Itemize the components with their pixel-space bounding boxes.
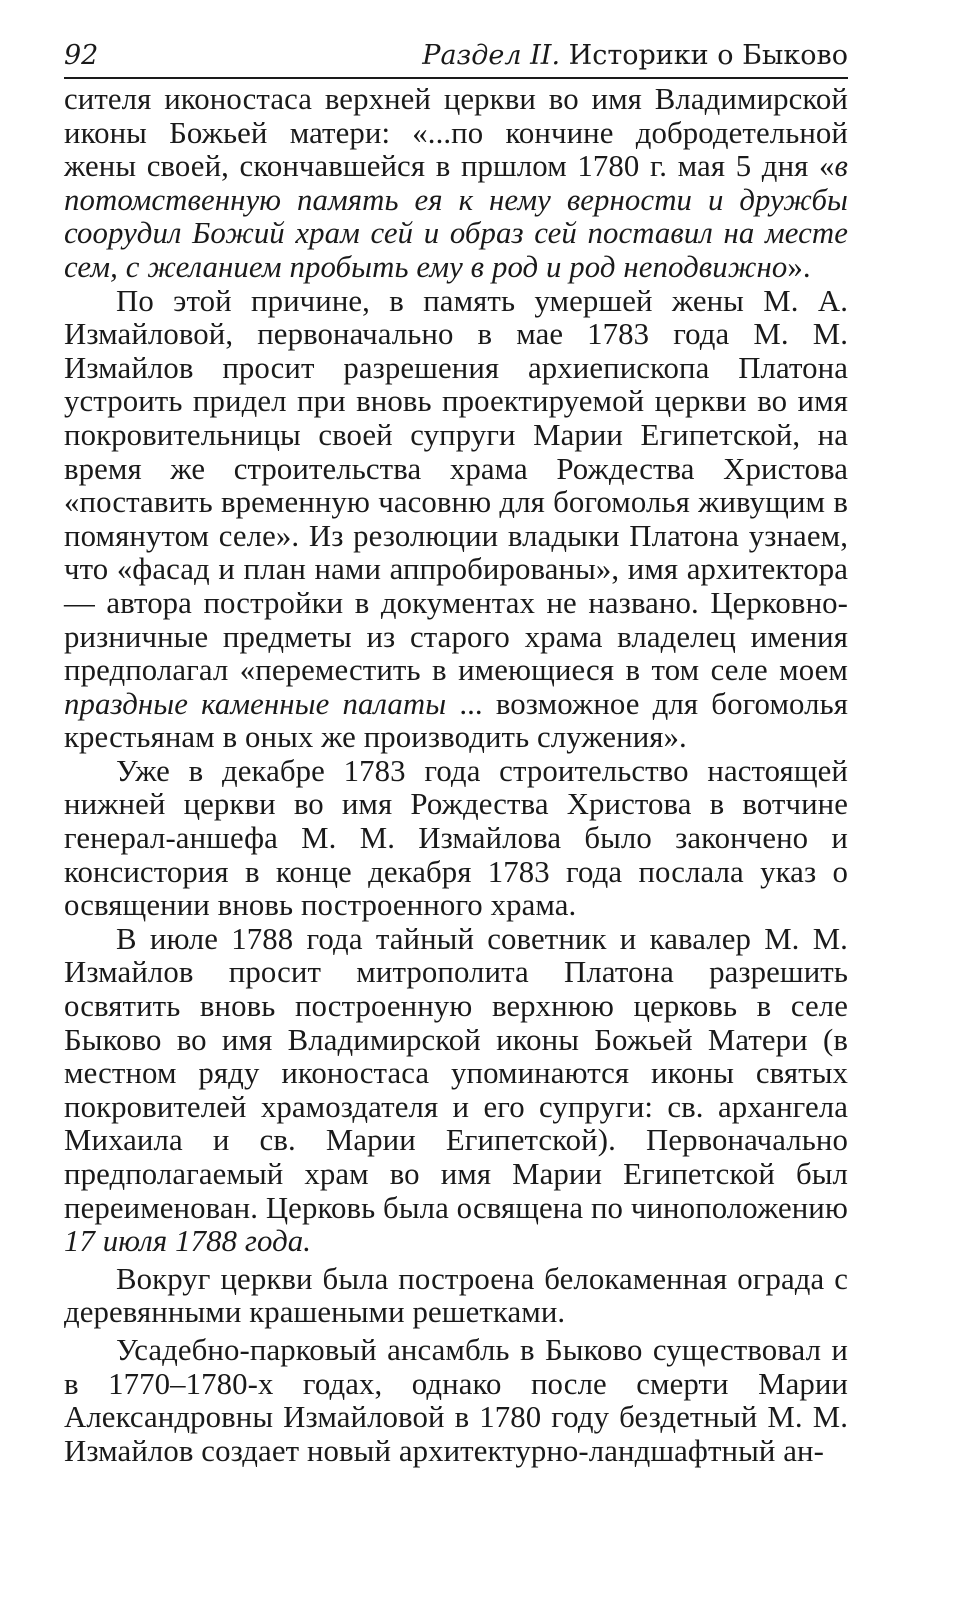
paragraph-6: Усадебно-парковый ансамбль в Быково существовал и в 1770–1780-х годах, однако после смерти Марии Александровны Измайловой в 1780 году бездетный М. М. Измайлов создает новый архитектурно-ландшафтный ан-: [64, 1332, 848, 1468]
paragraph-4: [64, 923, 848, 1259]
section-label: Раздел II.: [422, 40, 561, 71]
section-title: [422, 40, 848, 71]
paragraph-2-end: ... возможное для богомолья крестьянам в оных же производить служения».: [64, 686, 849, 755]
paragraph-1-text: сителя иконостаса верхней церкви во имя Владимирской иконы Божьей матери: «...по кончине добродетельной жены своей, скончавшейся в пршлом 1780 г. мая 5 дня «: [64, 82, 848, 184]
page-number: 92: [64, 40, 99, 71]
paragraph-4-date: 17 июля 1788 года.: [64, 1224, 312, 1259]
section-name: Историки о Быково: [560, 40, 848, 71]
paragraph-2-emphasis: праздные каменные палаты: [64, 686, 447, 721]
body-text: [64, 83, 848, 1468]
paragraph-2-text: По этой причине, в память умершей жены М. А. Измайловой, первоначально в мае 1783 года М. М. Измайлов просит разрешения архиепископа Платона устроить придел при вновь проектируемой церкви во имя покровительницы своей супруги Марии Египетской, на время же строительства храма Рождества Христова «поставить временную часовню для богомолья живущим в помянутом селе». Из резолюции владыки Платона узнаем, что «фасад и план нами аппробированы», имя архитектора — автора постройки в документах не названо. Церковно-ризничные предметы из старого храма владелец имения предполагал «переместить в имеющиеся в том селе моем: [64, 283, 848, 688]
paragraph-1-end: ».: [787, 249, 811, 284]
running-header: [64, 40, 848, 79]
book-page: [64, 40, 848, 1468]
paragraph-1-quote: в потомственную память ея к нему верности и дружбы соорудил Божий храм сей и образ сей поставил на месте сем, с желанием пробыть ему в род и род неподвижно: [64, 149, 848, 284]
paragraph-1: [64, 83, 848, 285]
paragraph-5: Вокруг церкви была построена белокаменная ограда с деревянными крашеными решетками.: [64, 1261, 848, 1330]
paragraph-4-text: В июле 1788 года тайный советник и кавалер М. М. Измайлов просит митрополита Платона разрешить освятить вновь построенную верхнюю церковь в селе Быково во имя Владимирской иконы Божьей Матери (в местном ряду иконостаса упоминаются иконы святых покровителей храмоздателя и его супруги: св. архангела Михаила и св. Марии Египетской). Первоначально предполагаемый храм во имя Марии Египетской был переименован. Церковь была освящена по чиноположению: [64, 921, 848, 1225]
paragraph-3: Уже в декабре 1783 года строительство настоящей нижней церкви во имя Рождества Христова в вотчине генерал-аншефа М. М. Измайлова было закончено и консистория в конце декабря 1783 года послала указ о освящении вновь построенного храма.: [64, 753, 848, 923]
paragraph-2: [64, 285, 848, 755]
